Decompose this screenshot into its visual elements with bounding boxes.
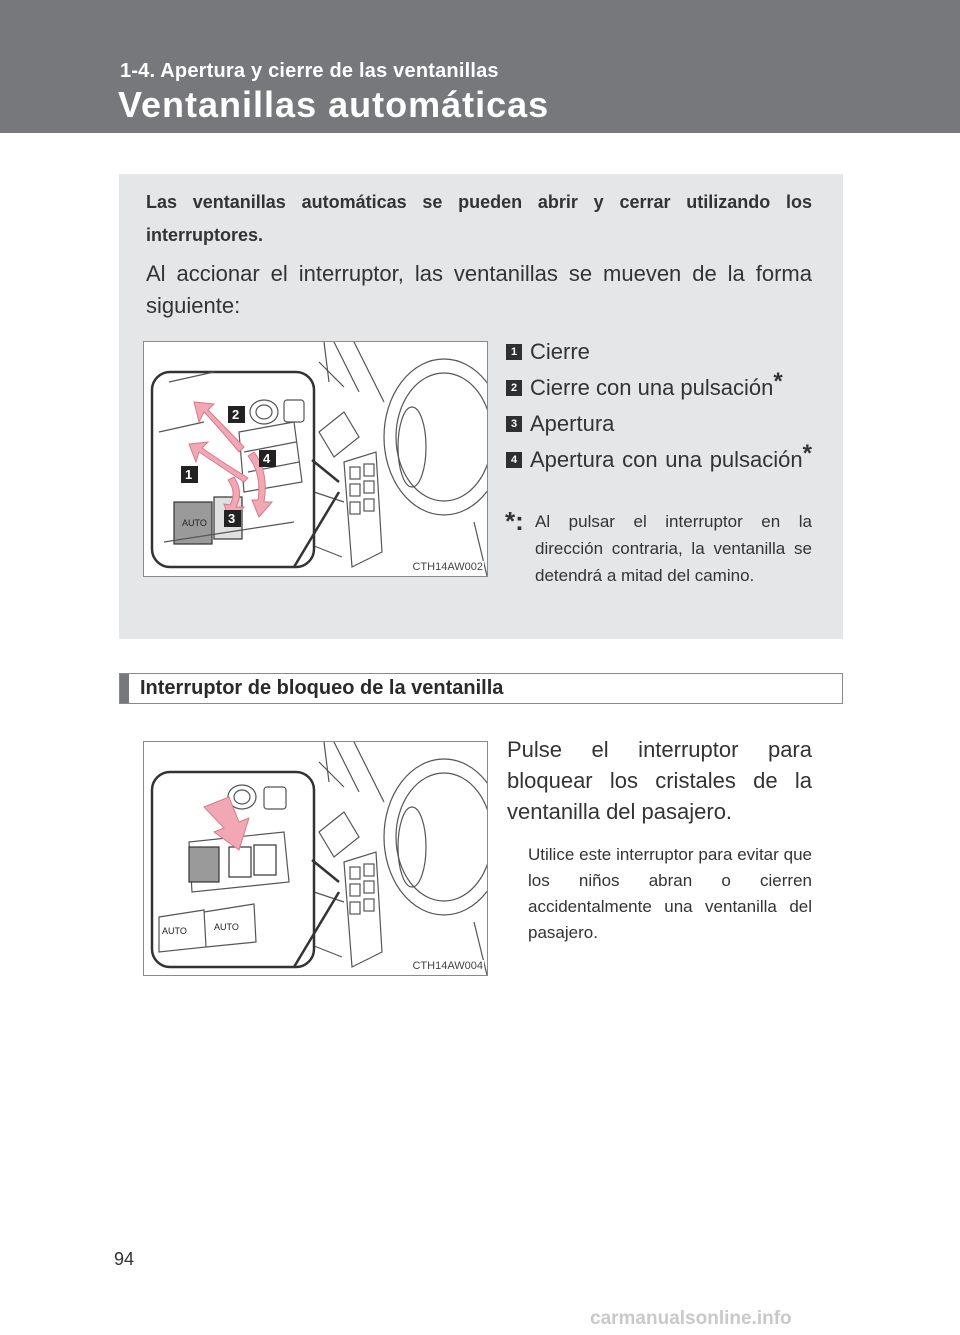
item-number-badge: 1 <box>506 344 522 360</box>
auto-switch-label: AUTO <box>182 518 207 528</box>
figure2-code: CTH14AW004 <box>412 960 483 972</box>
lock-note: Utilice este interruptor para evitar que los niños abran o cierren accidentalmente una ventanilla del pasajero. <box>528 845 812 942</box>
list-item <box>506 409 812 439</box>
section-title: 1-4. Apertura y cierre de las ventanillas <box>120 60 499 82</box>
window-switch-drawing <box>144 342 487 576</box>
window-lock-drawing <box>144 742 487 975</box>
asterisk-mark: * <box>773 367 783 395</box>
figure1-code: CTH14AW002 <box>412 561 483 573</box>
subsection-header <box>119 673 843 704</box>
item-number-badge: 2 <box>506 380 522 396</box>
figure1-label-3: 3 <box>228 511 236 526</box>
footnote <box>505 508 812 589</box>
footnote-text: Al pulsar el interruptor en la dirección contraria, la ventanilla se detendrá a mitad del camino. <box>535 512 812 585</box>
list-item <box>506 439 812 505</box>
item-label: Apertura con una pulsación <box>530 447 803 472</box>
footnote-asterisk: *: <box>505 506 524 536</box>
intro-bold-text: Las ventanillas automáticas se pueden abrir y cerrar utilizando los interruptores. <box>146 192 812 245</box>
intro-text: Al accionar el interruptor, las ventanillas se mueven de la forma siguiente: <box>146 261 812 318</box>
item-label: Cierre con una pulsación <box>530 375 774 400</box>
operation-list <box>506 337 812 505</box>
auto-switch-label: AUTO <box>214 922 239 932</box>
subsection-marker <box>120 674 129 703</box>
figure1-label-4: 4 <box>263 451 271 466</box>
item-label: Apertura <box>530 411 615 436</box>
figure1-label-1: 1 <box>185 467 193 482</box>
item-number-badge: 4 <box>506 452 522 468</box>
auto-switch-label: AUTO <box>162 926 187 936</box>
page-header <box>0 0 960 133</box>
asterisk-mark: * <box>802 439 812 467</box>
lock-instruction: Pulse el interruptor para bloquear los cristales de la ventanilla del pasajero. <box>507 737 812 824</box>
list-item <box>506 337 812 367</box>
list-item <box>506 367 812 403</box>
page-number: 94 <box>114 1249 135 1269</box>
page-title: Ventanillas automáticas <box>118 84 550 125</box>
item-label: Cierre <box>530 339 590 364</box>
window-switch-illustration <box>143 341 488 577</box>
watermark: carmanualsonline.info <box>590 1308 792 1329</box>
item-number-badge: 3 <box>506 416 522 432</box>
subsection-title: Interruptor de bloqueo de la ventanilla <box>140 677 504 699</box>
window-lock-illustration <box>143 741 488 976</box>
figure1-label-2: 2 <box>232 407 240 422</box>
